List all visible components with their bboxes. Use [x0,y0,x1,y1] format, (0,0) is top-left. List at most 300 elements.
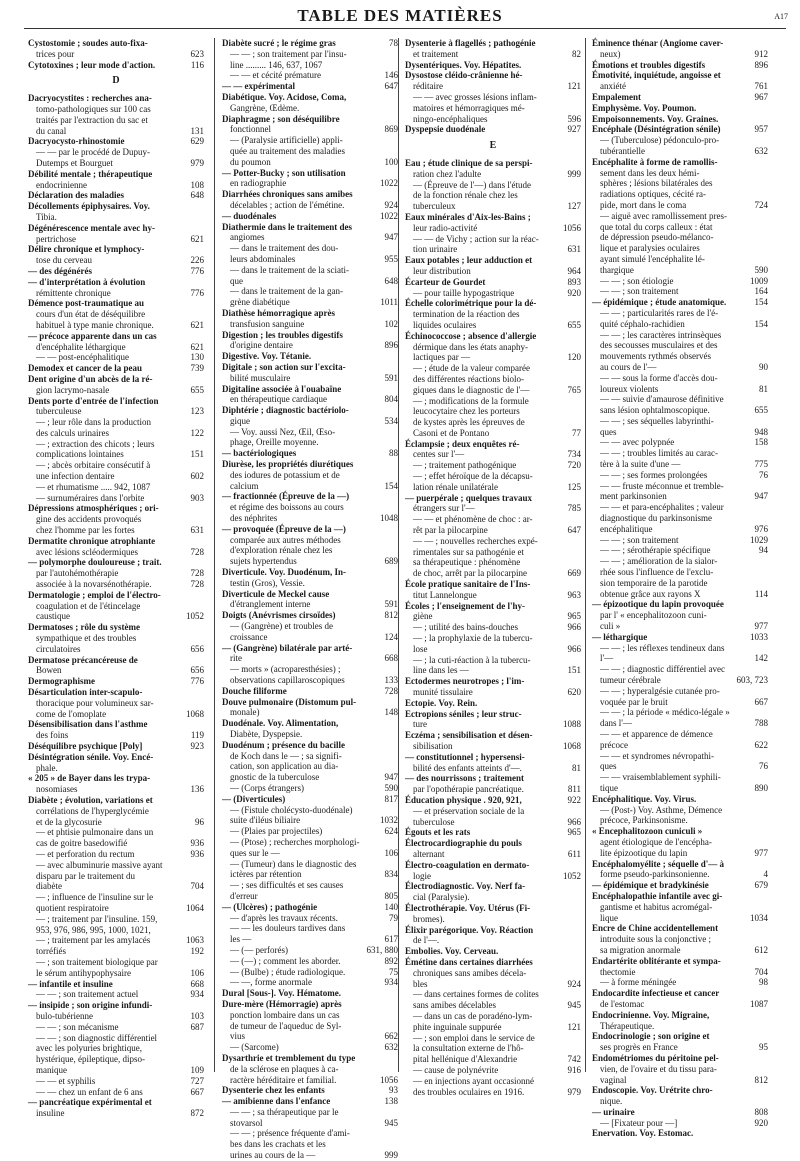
entry-text: calcium [230,480,259,491]
entry-page: 534 [384,415,398,426]
index-entry [592,664,768,675]
entry-page: 591 [384,599,398,610]
entry-page [396,135,398,146]
entry-text: et régime des boissons au cours [230,502,344,513]
index-entry [222,265,398,276]
entry-text: tuberculose [413,816,455,827]
entry-text: — bactériologiques [222,448,297,459]
entry-text: phite inguinale suppurée [413,1021,502,1032]
entry-page: 106 [190,967,204,978]
entry-page: 106 [384,847,398,858]
entry-page [766,707,768,718]
index-entry [222,362,398,373]
entry-page: 761 [754,81,768,92]
index-entry [222,351,398,362]
entry-text: — — avec polypnée [600,437,675,448]
entry-page [766,988,768,999]
index-entry [222,286,398,297]
entry-page: 1033 [750,631,768,642]
entry-text: réditaire [413,81,443,92]
index-entry [592,38,768,49]
entry-page [579,493,581,504]
entry-page: 121 [567,81,581,92]
index-entry [222,923,398,934]
entry-page: 936 [190,848,204,859]
index-entry [28,709,204,720]
entry-page [766,729,768,740]
entry-page: 1034 [750,912,768,923]
entry-page: 964 [567,265,581,276]
entry-text: « 205 » de Bayer dans les trypa- [28,773,151,784]
entry-text: — (Corps étrangers) [230,782,304,793]
index-entry [28,687,204,698]
entry-page: 817 [384,793,398,804]
index-entry [28,428,204,439]
entry-text: torréfiés [36,946,66,957]
index-entry [222,394,398,405]
entry-text: Éminence thénar (Angiome caver- [592,38,724,48]
index-entry [222,913,398,924]
entry-text: Duodénum ; présence du bacille [222,739,346,750]
index-entry [592,837,768,848]
entry-text: testin (Gros), Vessie. [230,577,305,588]
entry-text: fonctionnel [230,124,271,135]
entry-page [579,698,581,709]
index-entry [405,244,581,255]
entry-text: Électrodiagnostic. Voy. Nerf fa- [405,881,526,892]
entry-text: sympathique et des troubles [36,633,137,644]
entry-text: endocrinienne [36,179,87,190]
index-entry [405,363,581,374]
entry-text: tomo-pathologiques sur 100 cas [36,103,151,114]
index-entry [222,610,398,621]
entry-text: ment parkinsonien [600,491,667,502]
entry-page [579,579,581,590]
index-entry [222,589,398,600]
entry-text: de tumeur de l'aqueduc de Syl- [230,1020,342,1031]
entry-text: Embolies. Voy. Cerveau. [405,946,499,957]
index-entry [222,535,398,546]
entry-text: lique [600,912,618,923]
entry-page: 656 [190,643,204,654]
entry-text: Diabète sucré ; le régime gras [222,38,336,48]
index-column-4 [592,38,768,1139]
entry-page: 127 [567,201,581,212]
index-entry [222,999,398,1010]
index-entry [28,752,204,763]
entry-text: — épidémique et bradykinésie [592,880,709,891]
entry-page [396,578,398,589]
index-entry [405,730,581,741]
index-entry [592,956,768,967]
entry-page: 1056 [380,1074,398,1085]
index-entry [592,254,768,265]
index-entry [222,168,398,179]
entry-page [579,989,581,1000]
entry-page: 922 [567,794,581,805]
entry-text: Éducation physique . 920, 921, [405,794,522,805]
index-entry [592,1010,768,1021]
index-entry [592,135,768,146]
index-entry [222,491,398,502]
index-entry [222,297,398,308]
entry-page [202,536,204,547]
index-entry [405,601,581,612]
entry-page [396,1128,398,1139]
entry-text: Empalement [592,91,641,102]
index-entry [28,482,204,493]
index-entry [222,103,398,114]
index-entry [592,567,768,578]
index-entry [28,288,204,299]
entry-page: 936 [190,838,204,849]
entry-text: — — par le procédé de Dupuy- [36,147,150,158]
entry-page [396,459,398,470]
entry-page [766,103,768,114]
entry-page: 131 [190,125,204,136]
index-entry [592,761,768,772]
entry-page: 81 [759,383,768,394]
entry-text: Déséquilibre psychique [Poly] [28,741,143,751]
index-entry [405,342,581,353]
index-entry [222,1085,398,1096]
entry-page: 631, 880 [366,944,398,955]
index-entry [592,729,768,740]
index-entry [592,459,768,470]
entry-page [766,1031,768,1042]
entry-page [579,957,581,968]
entry-text: Empoisonnements. Voy. Graines. [592,113,719,124]
entry-page: 965 [567,611,581,622]
entry-page [766,168,768,179]
entry-text: tère à la suite d'une — [600,459,681,470]
entry-text: termination de la réaction des [413,309,520,320]
entry-page: 765 [567,384,581,395]
index-entry [28,957,204,968]
entry-text: de l'estomac [600,998,645,1009]
entry-page [202,763,204,774]
index-entry [28,385,204,396]
index-entry [28,892,204,903]
entry-page: 133 [384,675,398,686]
entry-text: — d'après les travaux récents. [230,912,338,923]
entry-page: 78 [389,38,398,48]
entry-page: 869 [384,124,398,135]
index-entry [592,880,768,891]
entry-page [766,934,768,945]
index-entry [222,276,398,287]
entry-text: des foins [36,730,69,741]
entry-page [202,277,204,288]
index-entry [222,1075,398,1086]
entry-text: voquée par le bruit [600,696,668,707]
entry-text: thoracique pour volumineux sar- [36,697,154,708]
entry-page [396,1107,398,1118]
entry-text: line ......... 146, 637, 1067 [230,59,323,70]
entry-text: loureux violents [600,383,659,394]
entry-page [766,1010,768,1021]
entry-text: — (Bulbe) ; étude radiologique. [230,966,346,977]
entry-page: 648 [190,190,204,201]
index-entry [222,956,398,967]
entry-page [766,1096,768,1107]
entry-text: — (Gangrène) et troubles de [230,621,333,632]
index-entry [222,751,398,762]
entry-text: Gangrène, Œdème. [230,102,300,113]
entry-page [766,751,768,762]
entry-text: précoce, Parkinsonisme. [600,815,688,826]
entry-page [396,330,398,341]
index-entry [222,1021,398,1032]
entry-text: — (Tumeur) dans le diagnostic des [230,858,357,869]
entry-text: leucocytaire chez les porteurs [413,406,520,417]
index-entry [592,686,768,697]
index-entry [405,860,581,871]
entry-page: 727 [190,1075,204,1086]
entry-text: — constitutionnel ; hypersensi- [405,751,525,762]
index-entry [222,1096,398,1107]
index-entry [222,599,398,610]
index-entry [222,859,398,870]
index-entry [592,232,768,243]
entry-page [396,491,398,502]
entry-page [579,212,581,223]
entry-text: — (Paralysie artificielle) appli- [230,135,343,146]
index-entry [592,416,768,427]
entry-page: 965 [567,827,581,838]
entry-page: 785 [567,503,581,514]
entry-text: ques [600,426,617,437]
entry-text: — dans le traitement de la sciati- [230,264,349,275]
entry-text: trices pour [36,48,75,59]
entry-text: d'erreur [230,890,258,901]
entry-page [766,794,768,805]
entry-page [202,892,204,903]
entry-page [202,374,204,385]
index-entry [405,881,581,892]
entry-text: — — et syndromes névropathi- [600,750,714,761]
entry-page: 808 [754,1106,768,1117]
index-entry [28,104,204,115]
entry-text: — amibienne dans l'enfance [222,1096,331,1107]
entry-text: — ; influence de l'insuline sur le [36,892,154,903]
entry-text: Diabétique. Voy. Acidose, Coma, [222,91,347,102]
index-entry [28,914,204,925]
entry-text: — — ; particularités rares de l'é- [600,307,719,318]
entry-text: — ; ses difficultés et ses causes [230,880,344,891]
entry-page [396,427,398,438]
entry-page [202,795,204,806]
entry-page [579,60,581,71]
entry-text: Diverticule de Meckel cause [222,588,330,599]
entry-page [396,384,398,395]
entry-page [396,761,398,772]
entry-page [579,860,581,871]
entry-page: 1022 [380,210,398,221]
page-title: TABLE DES MATIÈRES [297,6,503,25]
entry-text: Dermatologie ; emploi de l'électro- [28,589,161,600]
index-entry [592,999,768,1010]
index-entry [222,481,398,492]
index-entry [405,60,581,71]
index-entry [405,514,581,525]
entry-page [202,1097,204,1108]
entry-page [202,298,204,309]
entry-page [202,1000,204,1011]
entry-text: — — et apparence de démence [600,729,713,739]
entry-page: 629 [190,136,204,147]
entry-text: Duodénale. Voy. Alimentation, [222,718,339,729]
entry-page [766,610,768,621]
entry-page [766,772,768,783]
entry-text: observations capillaroscopiques [230,675,345,686]
index-entry [28,38,204,49]
entry-text: — (—) ; comment les aborder. [230,955,341,966]
entry-text: stovarsol [230,1117,263,1128]
entry-page: 734 [567,449,581,460]
entry-text: mouvements rythmés observés [600,351,711,362]
entry-page [579,838,581,849]
entry-text: — (Sarcome) [230,1042,279,1053]
entry-text: bromes). [413,913,445,924]
entry-page [579,1076,581,1087]
entry-page [766,211,768,222]
index-entry [222,718,398,729]
entry-text: Dysarthrie et tremblement du type [222,1052,356,1063]
entry-page: 76 [759,761,768,772]
index-entry [222,135,398,146]
entry-page [766,837,768,848]
entry-text: du poumon [230,156,271,167]
entry-text: quité céphalo-rachidien [600,318,685,329]
index-entry [405,331,581,342]
entry-page [579,255,581,266]
index-entry [592,902,768,913]
index-entry [28,968,204,979]
entry-page [202,93,204,104]
entry-text: — — ; son traitement actuel [36,989,139,1000]
index-entry [592,70,768,81]
index-entry [405,1054,581,1065]
entry-page [396,243,398,254]
entry-text: gine des accidents provoqués [36,514,142,525]
entry-text: Cystostomie ; soudes auto-fixa- [28,38,148,48]
entry-page: 963 [567,589,581,600]
entry-text: décelables ; action de l'émétine. [230,199,345,210]
entry-page [766,330,768,341]
entry-page [766,1128,768,1139]
entry-text: Tibia. [36,211,57,222]
index-entry [405,223,581,234]
index-entry [28,374,204,385]
entry-page: 966 [567,643,581,654]
entry-text: ration chez l'adulte [413,168,482,179]
index-entry [222,70,398,81]
index-entry [592,545,768,556]
index-entry [222,1010,398,1021]
entry-page: 114 [754,588,768,599]
entry-text: Dacryocystites : recherches ana- [28,93,152,104]
entry-text: Diurèse, les propriétés diurétiques [222,459,354,470]
index-entry [28,655,204,666]
entry-text: bilité des enfants atteints d'—. [413,762,522,773]
index-entry [28,147,204,158]
entry-page [579,234,581,245]
entry-page [579,1011,581,1022]
entry-text: habituel à type manie chronique. [36,319,154,330]
index-entry [592,589,768,600]
entry-text: Dacryocysto-rhinostomie [28,136,125,147]
entry-page: 788 [754,718,768,729]
entry-page: 739 [190,363,204,374]
entry-page: 724 [754,199,768,210]
entry-text: vaginal [600,1074,627,1085]
entry-page: 142 [754,653,768,664]
entry-text: — ; son traitement biologique par [36,956,158,967]
index-entry [405,1000,581,1011]
entry-text: bes dans les crachats et les [230,1139,326,1150]
index-entry [405,806,581,817]
entry-page [202,1054,204,1065]
entry-text: — et phtisie pulmonaire dans un [36,827,154,838]
entry-text: de la sclérose en plaques à ca- [230,1063,339,1074]
entry-text: Eaux minérales d'Aix-les-Bains ; [405,211,531,222]
entry-page [396,923,398,934]
entry-text: thargique [600,264,634,275]
entry-page [766,567,768,578]
entry-page [202,169,204,180]
entry-page [766,1064,768,1075]
entry-page: 138 [384,1096,398,1107]
entry-page [396,362,398,373]
entry-page: 872 [190,1108,204,1119]
index-entry [405,201,581,212]
entry-text: — — chez un enfant de 6 ans [36,1086,143,1097]
entry-page [766,1085,768,1096]
entry-page [766,686,768,697]
entry-page: 668 [384,653,398,664]
entry-text: 953, 976, 986, 995, 1000, 1021, [36,924,151,935]
entry-text: quée au traitement des maladies [230,145,345,156]
entry-page [579,881,581,892]
index-entry [405,849,581,860]
index-entry [28,1054,204,1065]
entry-text: Endoscopie. Voy. Urétrite chro- [592,1085,713,1096]
entry-page [766,416,768,427]
entry-text: Émotivité, inquiétude, angoisse et [592,70,721,81]
entry-page [766,373,768,384]
index-entry [592,1107,768,1118]
entry-text: chez l'homme par les fortes [36,525,135,536]
index-entry [405,1011,581,1022]
section-letter: D [112,75,120,87]
index-entry [405,903,581,914]
entry-text: hystérique, épileptique, dipso- [36,1054,145,1065]
entry-page: 154 [384,480,398,491]
entry-text: — dans le traitement des dou- [230,243,339,254]
entry-text: vius [230,1031,246,1042]
index-entry [222,513,398,524]
entry-text: — [Fixateur pour —] [600,1117,678,1128]
index-entry [405,169,581,180]
entry-page [579,903,581,914]
entry-text: — — ; son traitement [600,534,679,545]
index-entry [28,601,204,612]
entry-text: — ; leur rôle dans la production [36,417,151,428]
entry-page: 148 [384,707,398,718]
entry-page [396,103,398,114]
entry-text: — — post-encéphalitique [36,352,129,363]
